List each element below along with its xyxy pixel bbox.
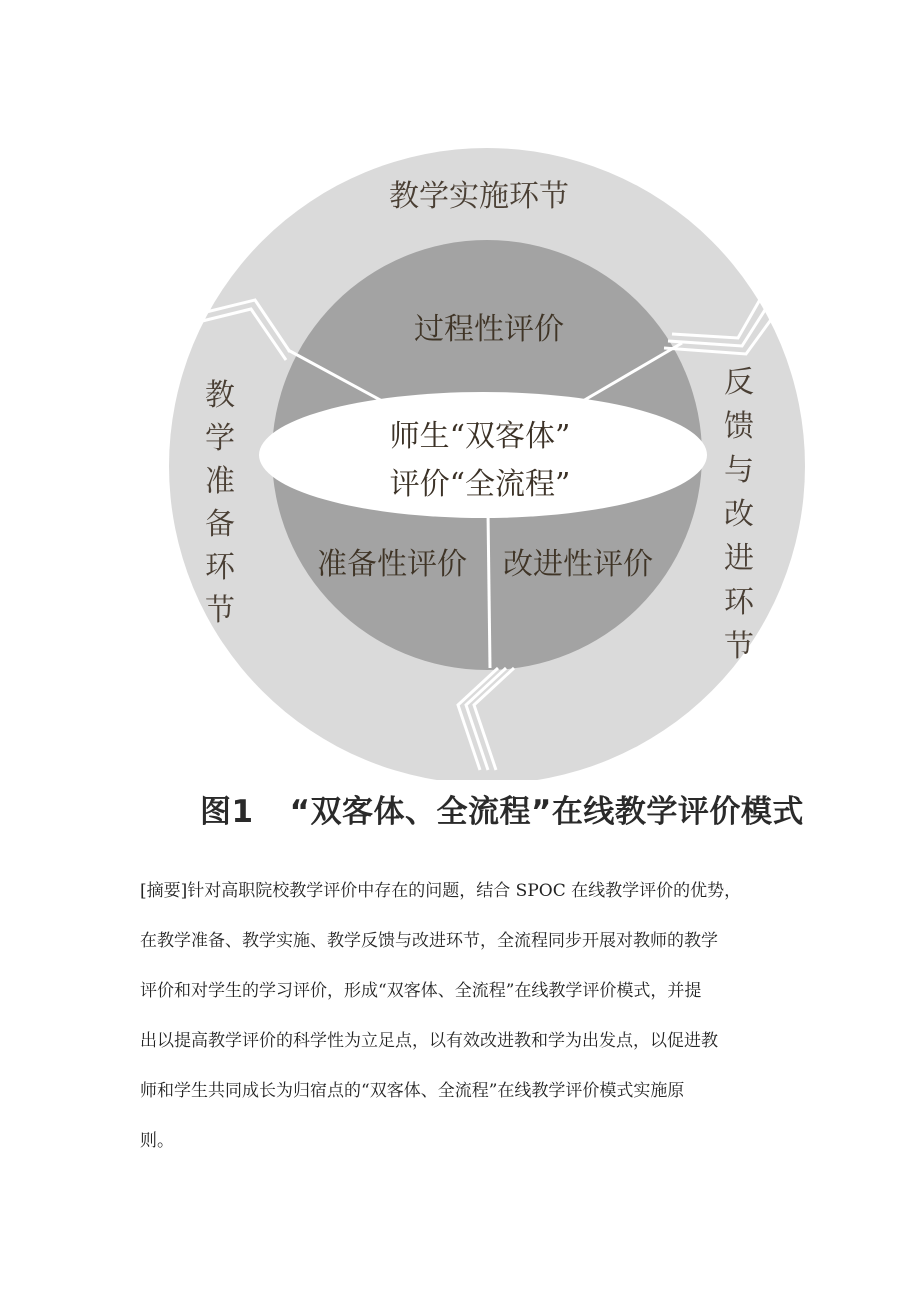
center-label-line2: 评价“全流程” — [389, 467, 571, 502]
vertical-char: 反 — [724, 365, 754, 400]
vertical-char: 学 — [205, 421, 235, 456]
disk-label-top: 过程性评价 — [414, 312, 564, 347]
vertical-char: 馈 — [724, 409, 754, 444]
figure-number: 图1 — [200, 794, 254, 830]
abstract-line: 师和学生共同成长为归宿点的“双客体、全流程”在线教学评价模式实施原 — [140, 1081, 685, 1101]
vertical-char: 准 — [205, 464, 235, 499]
vertical-char: 节 — [205, 593, 235, 628]
abstract-line: [摘要]针对高职院校教学评价中存在的问题，结合 SPOC 在线教学评价的优势， — [140, 881, 742, 901]
vertical-char: 备 — [205, 507, 235, 542]
vertical-char: 环 — [205, 550, 235, 585]
abstract-line: 在教学准备、教学实施、教学反馈与改进环节，全流程同步开展对教师的教学 — [140, 931, 718, 951]
ring-label-right — [724, 365, 755, 664]
vertical-char: 教 — [205, 378, 235, 413]
vertical-char: 改 — [724, 497, 754, 532]
abstract-line: 评价和对学生的学习评价，形成“双客体、全流程”在线教学评价模式，并提 — [140, 981, 702, 1001]
vertical-char: 与 — [724, 453, 754, 488]
vertical-char: 节 — [724, 629, 754, 664]
figure-caption — [200, 786, 840, 831]
abstract-line: 出以提高教学评价的科学性为立足点，以有效改进教和学为出发点，以促进教 — [140, 1031, 718, 1051]
abstract-line: 则。 — [140, 1131, 174, 1151]
ring-label-top: 教学实施环节 — [389, 179, 569, 214]
vertical-char: 环 — [724, 585, 754, 620]
abstract-paragraph — [140, 866, 780, 1166]
disk-label-bottom-left: 准备性评价 — [317, 547, 467, 582]
vertical-char: 进 — [724, 541, 754, 576]
center-label-line1: 师生“双客体” — [389, 419, 571, 454]
figure-title: “双客体、全流程”在线教学评价模式 — [289, 794, 804, 830]
disk-label-bottom-right: 改进性评价 — [503, 547, 653, 582]
